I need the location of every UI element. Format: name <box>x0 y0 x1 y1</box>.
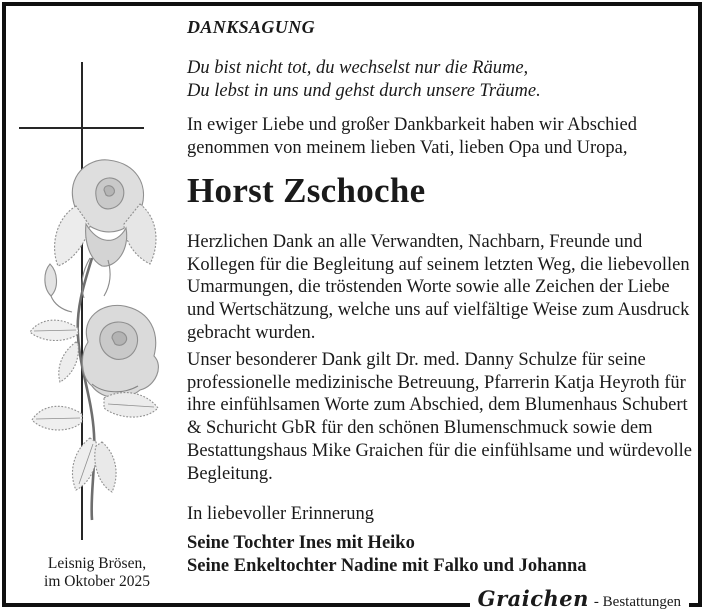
thanks-paragraph: Herzlichen Dank an alle Verwandten, Nachbarn, Freunde und Kollegen für die Begleitung auf seinem letzten Weg, die liebevollen Umarmungen, die tröstenden Worte sowie alle Zeichen der Liebe und Wertschätzung, welche uns auf vielfältige Weise zum Ausdruck gebracht wurden. <box>187 232 690 343</box>
date-line: im Oktober 2025 <box>44 572 150 590</box>
funeral-home-suffix: - Bestattungen <box>593 594 681 610</box>
deceased-name: Horst Zschoche <box>187 171 426 210</box>
epigraph-line-1: Du bist nicht tot, du wechselst nur die Räume, <box>187 58 529 78</box>
funeral-home-name: Graichen <box>477 586 589 611</box>
mourner-line-2: Seine Enkeltochter Nadine mit Falko und Johanna <box>187 556 587 576</box>
place-date <box>16 555 178 590</box>
notice-heading: DANKSAGUNG <box>187 17 316 37</box>
rose-illustration <box>12 146 174 526</box>
epigraph-verse <box>187 57 541 102</box>
epigraph-line-2: Du lebst in uns und gehst durch unsere Träume. <box>187 80 541 101</box>
intro-paragraph: In ewiger Liebe und großer Dankbarkeit haben wir Abschied genommen von meinem lieben Vati, lieben Opa und Uropa, <box>187 115 638 158</box>
funeral-home-label <box>470 586 689 612</box>
remembrance-line: In liebevoller Erinnerung <box>187 504 374 524</box>
mourner-line-1: Seine Tochter Ines mit Heiko <box>187 533 415 553</box>
cross-icon-bar <box>19 127 144 129</box>
mourners-list <box>187 532 587 578</box>
special-thanks-paragraph: Unser besonderer Dank gilt Dr. med. Danny Schulze für seine professionelle medizinische Betreuung, Pfarrerin Katja Heyroth für ihre einfühlsamen Worte zum Abschied, dem Blumenhaus Schubert & Schuricht GbR für den schönen Blumenschmuck sowie dem Bestattungshaus Mike Graichen für die einfühlsame und würdevolle Begleitung. <box>187 350 693 484</box>
place-line: Leisnig Brösen, <box>47 555 147 572</box>
